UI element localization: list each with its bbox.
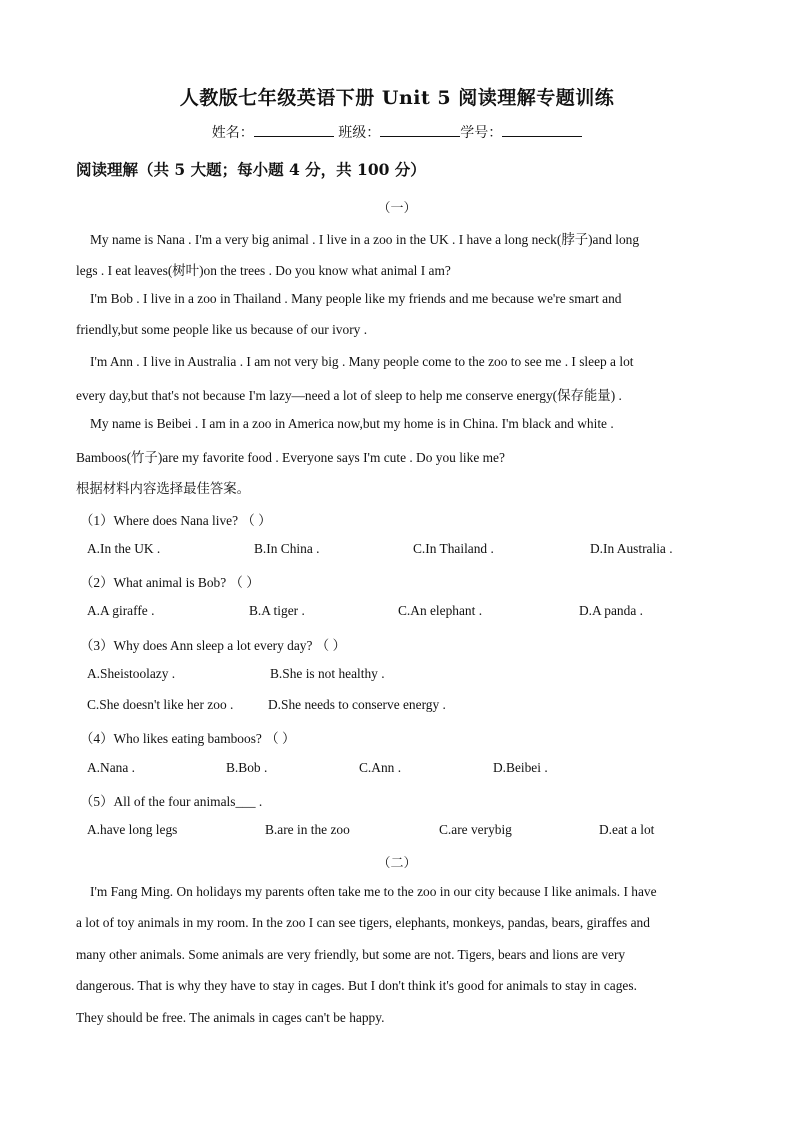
answer-option[interactable]: A.Sheistoolazy .	[87, 666, 176, 681]
passage-line: dangerous. That is why they have to stay in cages. But I don't think it's good for animals to stay in cages.	[76, 978, 637, 993]
answer-option[interactable]: B.In China .	[254, 541, 320, 556]
class-label: 班级：	[338, 125, 381, 141]
part-two-label: （二）	[377, 856, 417, 871]
answer-option[interactable]: C.Ann .	[359, 760, 402, 775]
passage-line: every day,but that's not because I'm lazy—need a lot of sleep to help me conserve energy(保存能量) .	[76, 388, 622, 403]
passage-line: a lot of toy animals in my room. In the zoo I can see tigers, elephants, monkeys, pandas, bears, giraffes and	[76, 915, 650, 930]
answer-option[interactable]: A.have long legs	[87, 822, 178, 837]
answer-option[interactable]: D.Beibei .	[493, 760, 548, 775]
number-blank	[502, 122, 582, 137]
question-stem: （2）What animal is Bob? （ ）	[80, 575, 260, 590]
answer-option[interactable]: A.A giraffe .	[87, 603, 155, 618]
answer-option[interactable]: A.Nana .	[87, 760, 135, 775]
page-title: 人教版七年级英语下册 Unit 5 阅读理解专题训练	[179, 87, 615, 109]
answer-option[interactable]: C.She doesn't like her zoo .	[87, 697, 234, 712]
answer-option[interactable]: C.In Thailand .	[413, 541, 494, 556]
answer-option[interactable]: C.An elephant .	[398, 603, 483, 618]
answer-option[interactable]: D.She needs to conserve energy .	[268, 697, 446, 712]
passage-line: My name is Nana . I'm a very big animal . I live in a zoo in the UK . I have a long neck(脖子)and long	[90, 232, 640, 247]
question-stem: （3）Why does Ann sleep a lot every day? （ ）	[80, 638, 346, 653]
answer-option[interactable]: B.are in the zoo	[265, 822, 350, 837]
passage-line: Bamboos(竹子)are my favorite food . Everyone says I'm cute . Do you like me?	[76, 450, 505, 465]
passage-line: friendly,but some people like us because of our ivory .	[76, 322, 368, 337]
answer-option[interactable]: A.In the UK .	[87, 541, 161, 556]
passage-line: many other animals. Some animals are very friendly, but some are not. Tigers, bears and lions are very	[76, 947, 626, 962]
class-blank	[380, 122, 460, 137]
answer-option[interactable]: B.She is not healthy .	[270, 666, 385, 681]
question-stem: （1）Where does Nana live? （ ）	[80, 513, 272, 528]
number-label: 学号：	[460, 125, 503, 141]
answer-option[interactable]: D.eat a lot	[599, 822, 655, 837]
name-blank	[254, 122, 334, 137]
passage-line: My name is Beibei . I am in a zoo in America now,but my home is in China. I'm black and white .	[90, 416, 614, 431]
passage-line: I'm Ann . I live in Australia . I am not very big . Many people come to the zoo to see me . I sleep a lot	[90, 354, 634, 369]
answer-option[interactable]: C.are verybig	[439, 822, 512, 837]
passage-line: I'm Bob . I live in a zoo in Thailand . Many people like my friends and me because we're smart and	[90, 291, 622, 306]
answer-option[interactable]: D.A panda .	[579, 603, 643, 618]
passage-line: legs . I eat leaves(树叶)on the trees . Do you know what animal I am?	[76, 263, 451, 278]
part-one-label: （一）	[377, 201, 417, 216]
name-label: 姓名：	[211, 125, 254, 141]
passage-line: I'm Fang Ming. On holidays my parents often take me to the zoo in our city because I like animals. I have	[90, 884, 657, 899]
student-info-line	[0, 122, 794, 142]
answer-option[interactable]: D.In Australia .	[590, 541, 673, 556]
answer-option[interactable]: B.A tiger .	[249, 603, 305, 618]
section-title: 阅读理解（共 5 大题；每小题 4 分，共 100 分）	[76, 160, 426, 179]
instruction-text: 根据材料内容选择最佳答案。	[76, 481, 251, 496]
question-stem: （4）Who likes eating bamboos? （ ）	[80, 731, 296, 746]
passage-line: They should be free. The animals in cages can't be happy.	[76, 1010, 385, 1025]
question-stem: （5）All of the four animals___ .	[80, 794, 263, 809]
answer-option[interactable]: B.Bob .	[226, 760, 268, 775]
